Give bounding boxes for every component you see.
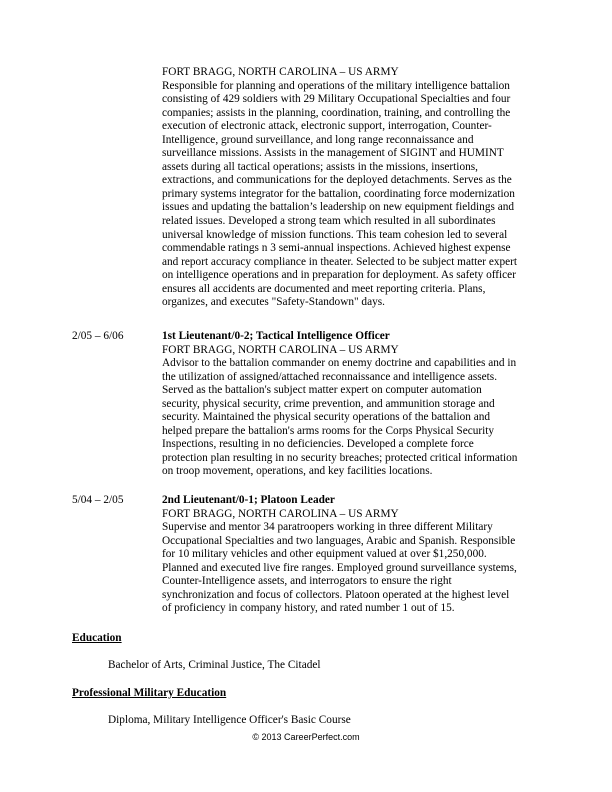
job-description: Advisor to the battalion commander on enemy doctrine and capabilities and in the utilization of assigned/attached reconnaissance and intelligence assets. Served as the battalion's subject matter expert on computer automation security, physical security, crime prevention, and ammunition storage and security. Maintained the physical security operations of the battalion and helped prepare the battalion's arms rooms for the Corps Physical Security Inspections, resulting in no deficiencies. Developed a complete force protection plan resulting in no security breaches; protected critical information on troop movement, operations, and key facilities locations. — [162, 357, 518, 478]
job-dates: 2/05 – 6/06 — [72, 330, 124, 342]
job-entry — [162, 330, 550, 479]
job-title: 1st Lieutenant/0-2; Tactical Intelligence Officer — [162, 330, 390, 342]
military-education-heading: Professional Military Education — [72, 687, 227, 699]
job-employer: FORT BRAGG, NORTH CAROLINA – US ARMY — [162, 507, 399, 520]
job-entry-continued — [162, 66, 550, 310]
job-description: Supervise and mentor 34 paratroopers working in three different Military Occupational Specialties and two languages, Arabic and Spanish. Responsible for 10 military vehicles and other equipment valued at over $1,250,000. Planned and executed live fire ranges. Employed ground surveillance systems, Counter-Intelligence assets, and interrogators to ensure the right synchronization and focus of collectors. Platoon operated at the highest level of proficiency in company history, and rated number 1 out of 15. — [162, 521, 517, 615]
job-description: Responsible for planning and operations of the military intelligence battalion consisting of 429 soldiers with 29 Military Occupational Specialties and four companies; assists in the planning, coordination, training, and controlling the execution of electronic attack, electronic support, interrogation, Counter- Intelligence, ground surveillance, and long range reconnaissance and surveillance missions. Assists in the management of SIGINT and HUMINT assets during all tactical operations; assists in the missions, insertions, extractions, and communications for the deployed detachments. Serves as the primary systems integrator for the battalion, coordinating force modernization issues and updating the battalion’s leadership on new equipment fieldings and related issues. Developed a strong team which resulted in all subordinates universal knowledge of mission functions. This team cohesion led to several commendable ratings n 3 semi-annual inspections. Achieved highest expense and report accuracy compliance in theater. Selected to be subject matter expert on intelligence operations and in preparation for deployment. As safety officer ensures all accidents are documented and meet reporting criteria. Plans, organizes, and executes "Safety-Standown" days. — [162, 79, 518, 309]
page-footer: © 2013 CareerPerfect.com — [252, 732, 360, 742]
education-heading: Education — [72, 632, 122, 644]
job-title: 2nd Lieutenant/0-1; Platoon Leader — [162, 494, 335, 506]
job-entry — [162, 494, 550, 616]
job-dates: 5/04 – 2/05 — [72, 494, 124, 506]
education-item: Bachelor of Arts, Criminal Justice, The Citadel — [108, 659, 321, 671]
military-education-item: Diploma, Military Intelligence Officer's Basic Course — [108, 714, 351, 726]
job-employer: FORT BRAGG, NORTH CAROLINA – US ARMY — [162, 343, 399, 356]
job-employer: FORT BRAGG, NORTH CAROLINA – US ARMY — [162, 66, 399, 78]
